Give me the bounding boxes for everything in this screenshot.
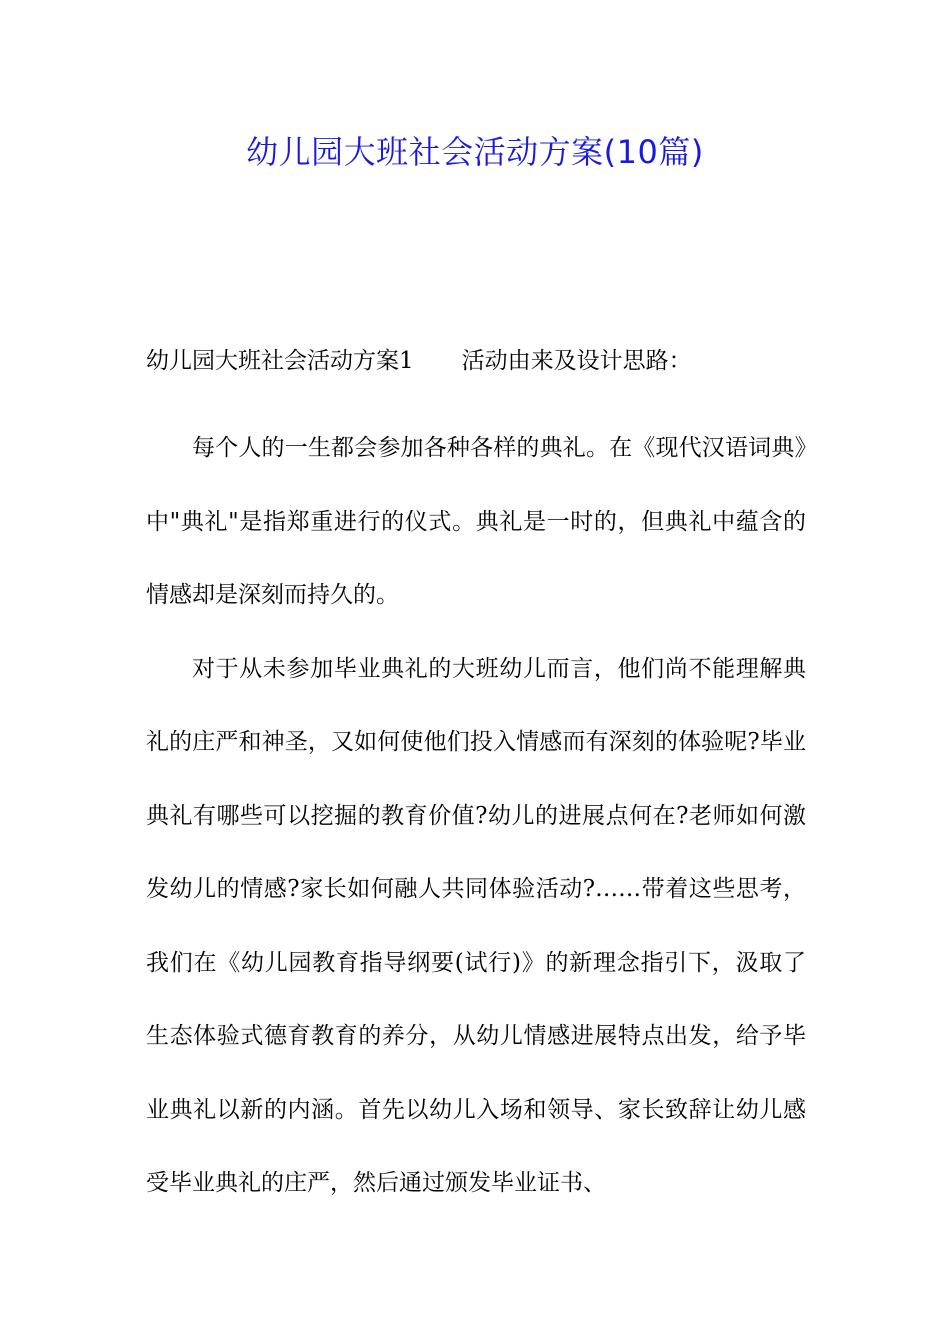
subheading: 活动由来及设计思路： <box>461 348 692 374</box>
section-heading: 幼儿园大班社会活动方案1 <box>146 348 414 374</box>
document-body <box>146 337 806 1221</box>
document-title: 幼儿园大班社会活动方案(10篇) <box>246 133 704 171</box>
paragraph-1: 每个人的一生都会参加各种各样的典礼。在《现代汉语词典》中"典礼"是指郑重进行的仪式。典礼是一时的，但典礼中蕴含的情感却是深刻而持久的。 <box>146 435 806 608</box>
section-heading-line <box>146 337 806 385</box>
paragraph-2: 对于从未参加毕业典礼的大班幼儿而言，他们尚不能理解典礼的庄严和神圣，又如何使他们投入情感而有深刻的体验呢?毕业典礼有哪些可以挖掘的教育价值?幼儿的进展点何在?老师如何激发幼儿的情感?家长如何融人共同体验活动?……带着这些思考，我们在《幼儿园教育指导纲要(试行)》的新理念指引下，汲取了生态体验式德育教育的养分，从幼儿情感进展特点出发，给予毕业典礼以新的内涵。首先以幼儿入场和领导、家长致辞让幼儿感受毕业典礼的庄严，然后通过颁发毕业证书、 <box>146 655 806 1196</box>
